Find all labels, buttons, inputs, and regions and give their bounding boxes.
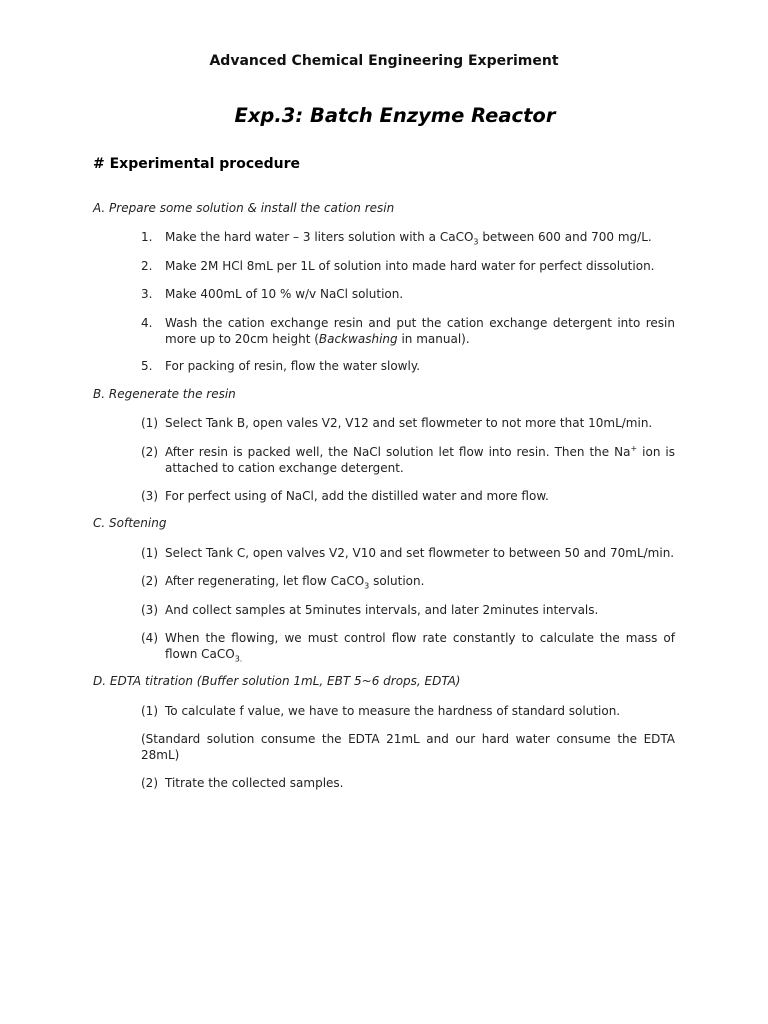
list-item bbox=[141, 415, 675, 431]
item-text: When the flowing, we must control flow rate constantly to calculate the mass of flown CaCO$_{3.}$ bbox=[165, 631, 675, 664]
page-title: Exp.3: Batch Enzyme Reactor bbox=[234, 104, 556, 127]
item-text: Make the hard water – 3 liters solution with a CaCO$_3$ between 600 and 700 mg/L. bbox=[165, 230, 652, 247]
item-number: (1) bbox=[141, 704, 158, 718]
item-text: After regenerating, let flow CaCO$_3$ solution. bbox=[165, 574, 425, 591]
list-item bbox=[141, 545, 675, 561]
list-item bbox=[141, 286, 675, 302]
list-item bbox=[141, 229, 675, 245]
list-item bbox=[141, 358, 675, 374]
item-number: 4. bbox=[141, 316, 153, 330]
list-item bbox=[141, 630, 675, 662]
item-number: (2) bbox=[141, 776, 158, 790]
item-number: 2. bbox=[141, 259, 153, 273]
item-text: Wash the cation exchange resin and put the cation exchange detergent into resin more up to 20cm height (Backwashing in manual). bbox=[165, 316, 675, 346]
item-number: 1. bbox=[141, 230, 153, 244]
list-item bbox=[141, 488, 675, 504]
list-item bbox=[141, 315, 675, 347]
item-text: Titrate the collected samples. bbox=[165, 776, 344, 790]
item-text: For packing of resin, flow the water slowly. bbox=[165, 359, 421, 373]
item-number: (1) bbox=[141, 546, 158, 560]
item-text: To calculate f value, we have to measure the hardness of standard solution. bbox=[165, 704, 621, 718]
item-number: 5. bbox=[141, 359, 153, 373]
note-text: (Standard solution consume the EDTA 21mL and our hard water consume the EDTA 28mL) bbox=[141, 732, 675, 762]
section-title: # Experimental procedure bbox=[93, 156, 301, 172]
item-number: (1) bbox=[141, 416, 158, 430]
item-number: (2) bbox=[141, 574, 158, 588]
list-item bbox=[141, 444, 675, 476]
item-text: Select Tank B, open vales V2, V12 and set flowmeter to not more that 10mL/min. bbox=[165, 416, 653, 430]
item-text: Make 2M HCl 8mL per 1L of solution into made hard water for perfect dissolution. bbox=[165, 259, 655, 273]
part-b-heading: B. Regenerate the resin bbox=[93, 387, 236, 401]
item-number: 3. bbox=[141, 287, 153, 301]
item-text: And collect samples at 5minutes intervals, and later 2minutes intervals. bbox=[165, 603, 599, 617]
item-text: Select Tank C, open valves V2, V10 and set flowmeter to between 50 and 70mL/min. bbox=[165, 546, 675, 560]
item-text: After resin is packed well, the NaCl solution let flow into resin. Then the Na+ ion is attached to cation exchange detergent. bbox=[165, 444, 676, 475]
list-item bbox=[141, 703, 675, 719]
item-text: For perfect using of NaCl, add the distilled water and more flow. bbox=[165, 489, 549, 503]
list-item bbox=[141, 573, 675, 589]
item-number: (4) bbox=[141, 631, 158, 645]
list-item bbox=[141, 602, 675, 618]
part-c-heading: C. Softening bbox=[93, 516, 167, 530]
item-number: (2) bbox=[141, 445, 158, 459]
list-item bbox=[141, 775, 675, 791]
item-number: (3) bbox=[141, 489, 158, 503]
document-header: Advanced Chemical Engineering Experiment bbox=[209, 53, 559, 69]
item-number: (3) bbox=[141, 603, 158, 617]
part-a-heading: A. Prepare some solution & install the cation resin bbox=[93, 201, 395, 215]
list-item bbox=[141, 258, 675, 274]
item-text: Make 400mL of 10 % w/v NaCl solution. bbox=[165, 287, 404, 301]
part-d-heading: D. EDTA titration (Buffer solution 1mL, EBT 5~6 drops, EDTA) bbox=[93, 674, 461, 688]
